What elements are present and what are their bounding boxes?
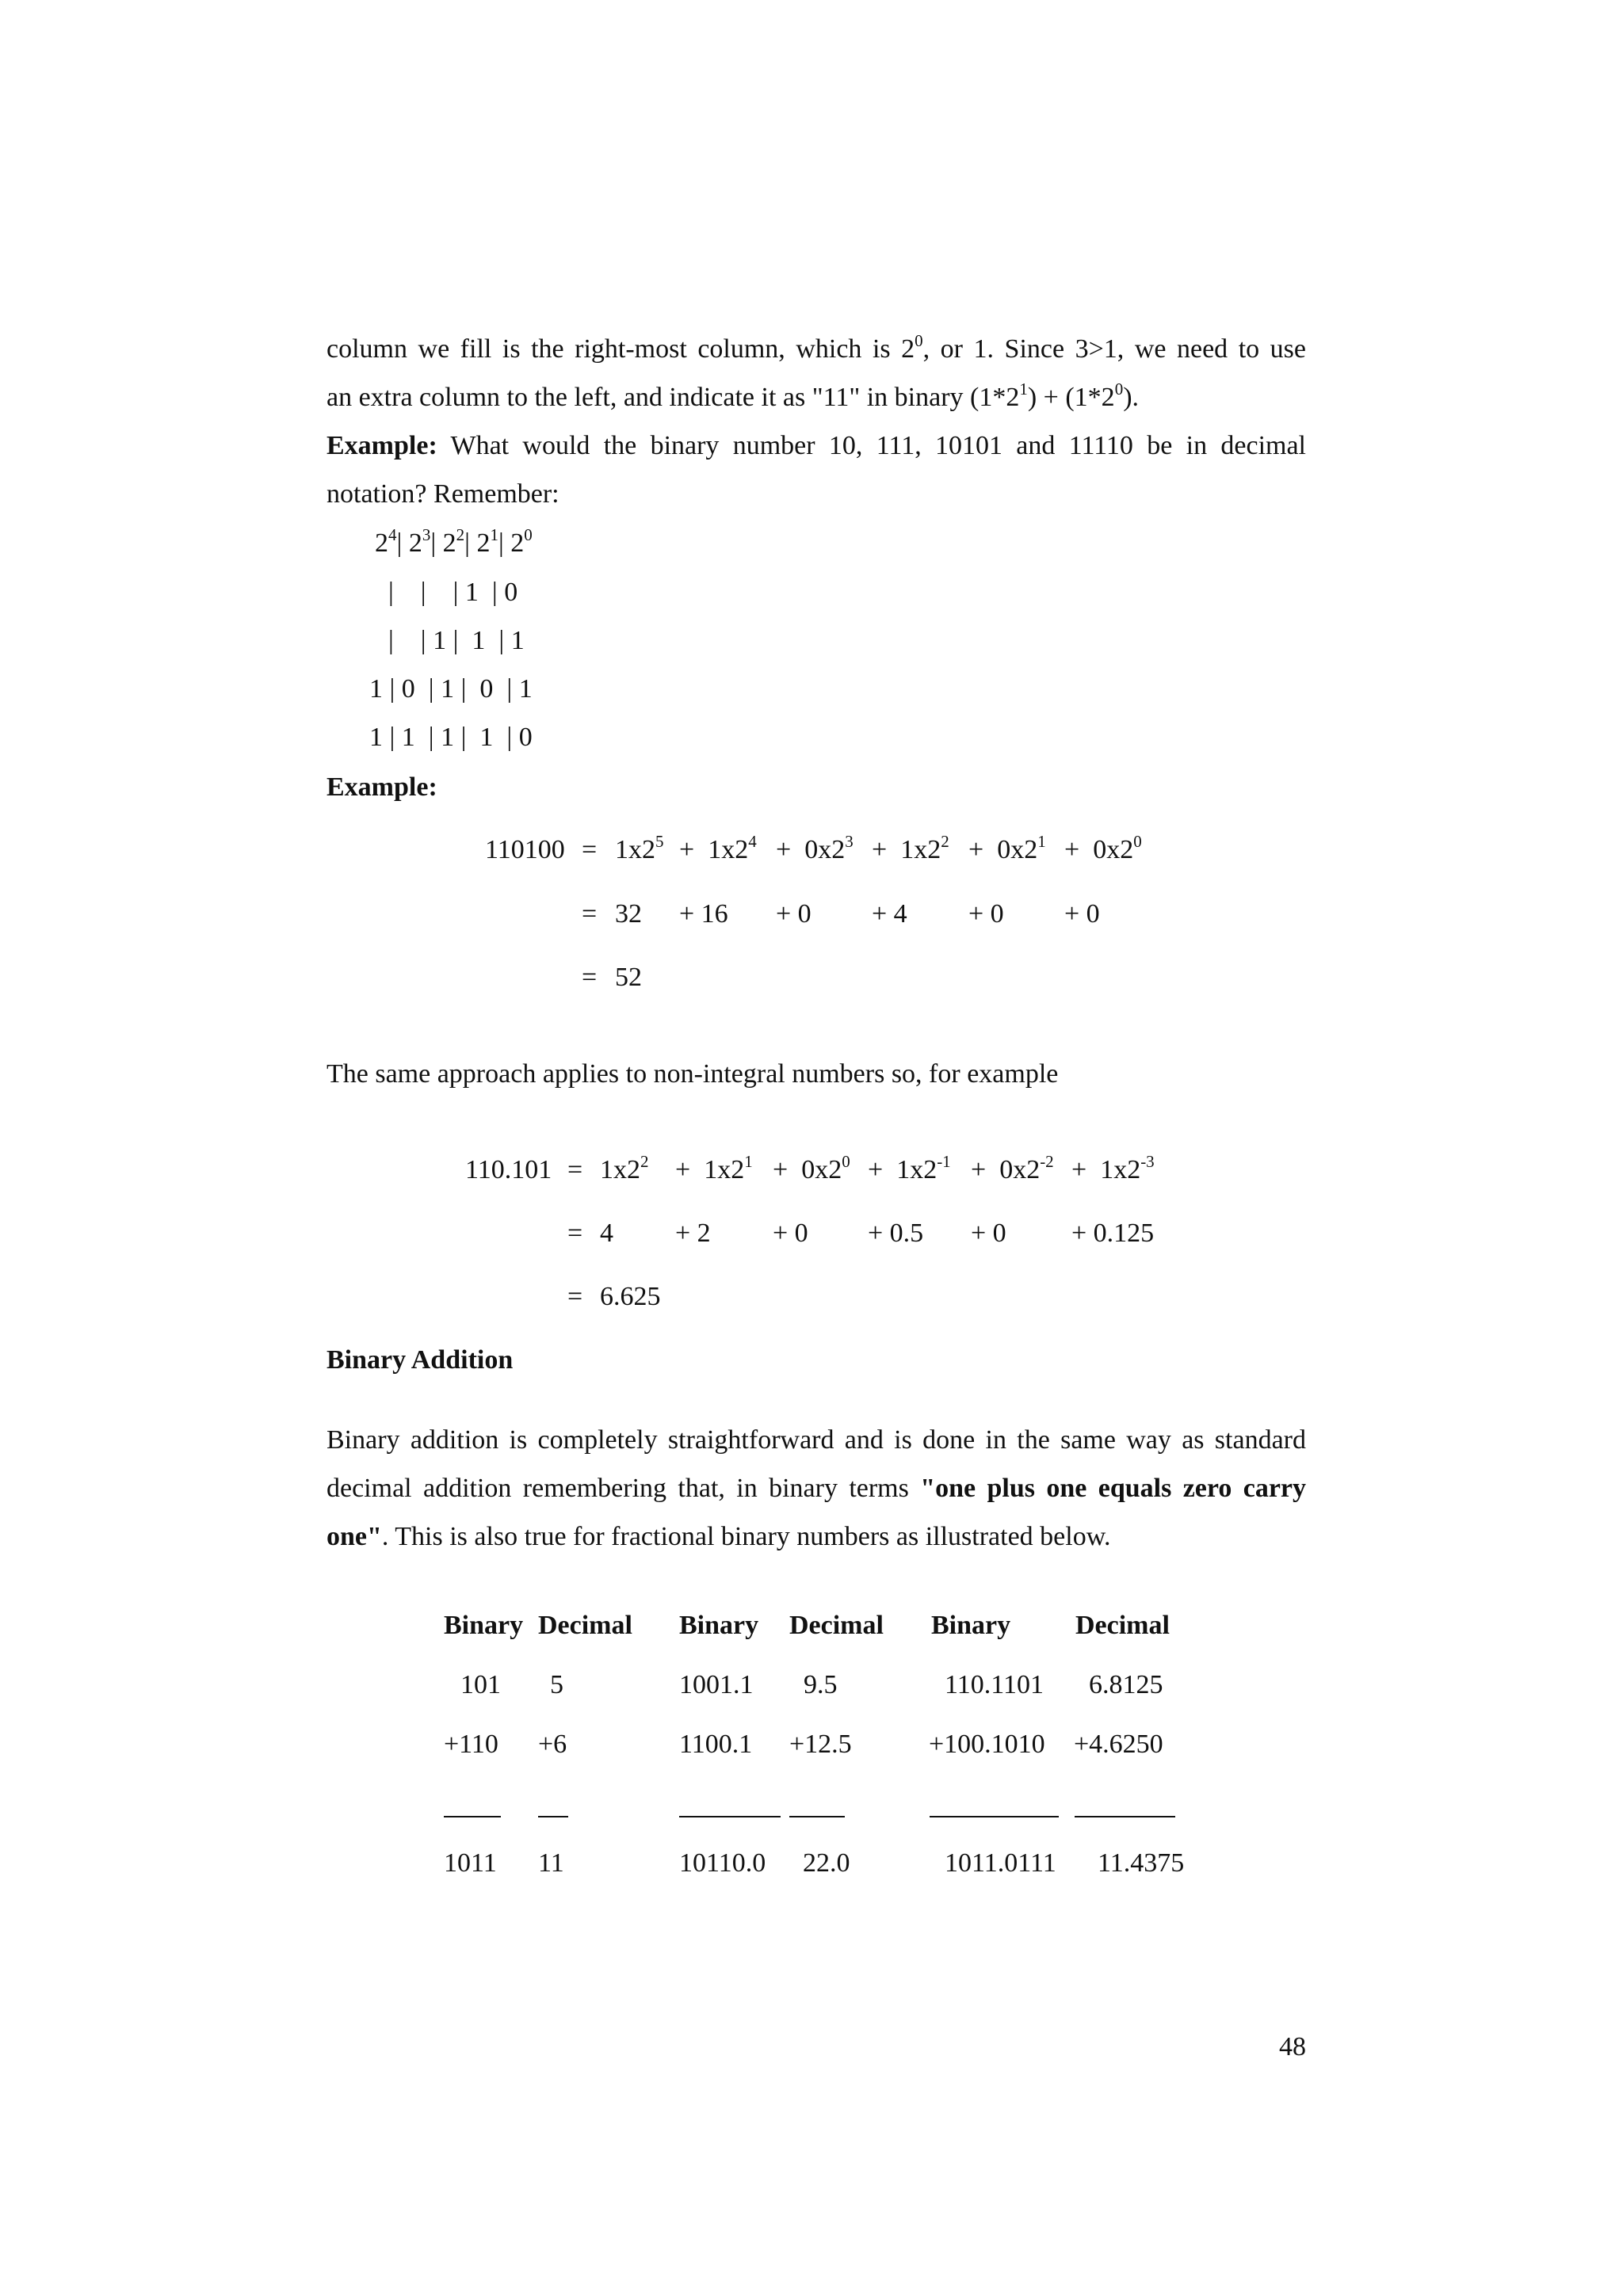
table-cell: 11.4375 (1098, 1848, 1185, 1878)
sum-underline (679, 1816, 781, 1817)
table-cell: +100.1010 (929, 1730, 1045, 1759)
section-heading: Binary Addition (327, 1345, 514, 1375)
equation-value: + 16 (679, 899, 728, 929)
table-header: Decimal (789, 1611, 884, 1640)
equation-term: + $1x2^2$ (872, 832, 949, 864)
equation-value: + 0.125 (1071, 1219, 1155, 1248)
table-header: Decimal (538, 1611, 632, 1640)
equation-term: $1x2^2$ (600, 1152, 649, 1184)
equals-sign: = (567, 1155, 583, 1184)
section-paragraph-line-3: one". This is also true for fractional binary numbers as illustrated below. (327, 1522, 1111, 1551)
paragraph-non-integral: The same approach applies to non-integral numbers so, for example (327, 1059, 1059, 1089)
table-cell: 110.1101 (945, 1670, 1044, 1699)
table-cell: +6 (538, 1730, 567, 1759)
equals-sign: = (582, 963, 598, 992)
equation-term: + $1x2^1$ (675, 1152, 753, 1184)
page-number: 48 (1279, 2032, 1306, 2061)
example-line-2: notation? Remember: (327, 479, 559, 509)
table-cell: 1001.1 (679, 1670, 754, 1699)
table-cell: 9.5 (804, 1670, 838, 1699)
sum-underline (444, 1816, 501, 1817)
table-cell: 6.8125 (1089, 1670, 1163, 1699)
equals-sign: = (567, 1219, 583, 1248)
equation-value: 4 (600, 1219, 613, 1248)
place-value-row: | | | 1 | 0 (388, 578, 518, 607)
table-cell: 1100.1 (679, 1730, 753, 1759)
equation-value: + 4 (872, 899, 907, 929)
example-line-1: Example: What would the binary number 10, 111, 10101 and 11110 be in decimal (327, 431, 1306, 460)
table-cell: +4.6250 (1074, 1730, 1163, 1759)
equation-value: + 2 (675, 1219, 711, 1248)
equals-sign: = (582, 835, 598, 864)
place-value-header: $2^4|$ $2^3|$ $2^2|$ $2^1|$ $2^0$ (375, 525, 533, 558)
equation-lhs: 110100 (485, 835, 565, 864)
equation-value: + 0 (773, 1219, 808, 1248)
table-header: Binary (444, 1611, 524, 1640)
table-cell: 22.0 (803, 1848, 850, 1878)
section-paragraph-line-1: Binary addition is completely straightforward and is done in the same way as standard (327, 1425, 1306, 1455)
equation-term: + $1x2^{-1}$ (868, 1152, 951, 1184)
sum-underline (930, 1816, 1059, 1817)
sum-underline (789, 1816, 845, 1817)
table-cell: 1011 (444, 1848, 497, 1878)
example-label: Example: (327, 431, 437, 460)
equation-term: + $0x2^3$ (776, 832, 854, 864)
section-paragraph-line-2: decimal addition remembering that, in binary terms "one plus one equals zero carry (327, 1474, 1307, 1503)
equation-term: + $0x2^{-2}$ (971, 1152, 1054, 1184)
equation-term: + $0x2^1$ (968, 832, 1046, 864)
paragraph-line-2: an extra column to the left, and indicate it as "11" in binary $(1*2^1) + (1*2^0)$. (327, 379, 1140, 412)
equation-value: + 0 (968, 899, 1004, 929)
equation-result: 52 (615, 963, 642, 992)
example-label: Example: (327, 772, 437, 802)
equals-sign: = (582, 899, 598, 929)
equation-value: 32 (615, 899, 642, 929)
sum-underline (538, 1816, 568, 1817)
equation-value: + 0 (971, 1219, 1006, 1248)
place-value-row: | | 1 | 1 | 1 (388, 626, 525, 655)
equation-term: $1x2^5$ (615, 832, 664, 864)
equation-term: + $0x2^0$ (773, 1152, 850, 1184)
equation-lhs: 110.101 (465, 1155, 552, 1184)
equals-sign: = (567, 1282, 583, 1311)
table-header: Binary (679, 1611, 759, 1640)
place-value-row: 1 | 0 | 1 | 0 | 1 (369, 674, 533, 704)
table-header: Binary (931, 1611, 1011, 1640)
table-cell: 10110.0 (679, 1848, 766, 1878)
table-cell: 11 (538, 1848, 564, 1878)
equation-value: + 0.5 (868, 1219, 924, 1248)
equation-value: + 0 (776, 899, 812, 929)
table-cell: 101 (460, 1670, 501, 1699)
sum-underline (1075, 1816, 1175, 1817)
place-value-row: 1 | 1 | 1 | 1 | 0 (369, 723, 533, 752)
table-cell: +12.5 (789, 1730, 852, 1759)
table-cell: 5 (550, 1670, 563, 1699)
table-cell: 1011.0111 (945, 1848, 1056, 1878)
equation-result: 6.625 (600, 1282, 661, 1311)
paragraph-line-1: column we fill is the right-most column, which is $2^0$, or 1. Since 3>1, we need to use (327, 331, 1306, 364)
table-cell: +110 (444, 1730, 498, 1759)
table-header: Decimal (1075, 1611, 1170, 1640)
equation-term: + $0x2^0$ (1064, 832, 1142, 864)
equation-value: + 0 (1064, 899, 1100, 929)
equation-term: + $1x2^4$ (679, 832, 757, 864)
equation-term: + $1x2^{-3}$ (1071, 1152, 1155, 1184)
